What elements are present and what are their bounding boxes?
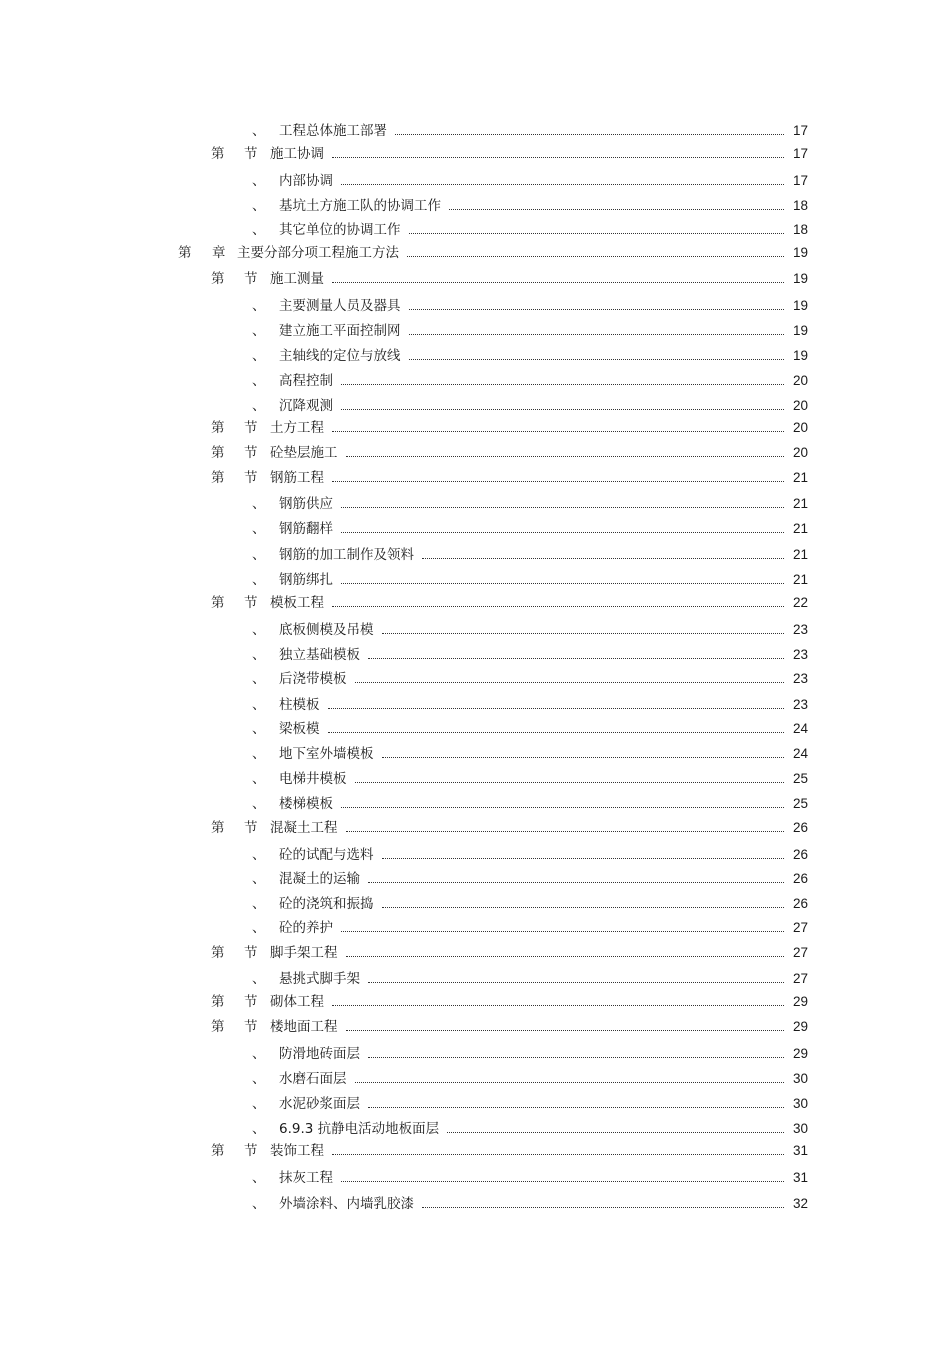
toc-entry-number [252,645,266,665]
toc-entry-prefix-b: 节 [244,1019,258,1035]
toc-entry-number [252,918,266,938]
toc-entry-prefix: 、 [252,496,266,512]
toc-entry-number [211,1017,258,1037]
toc-page-number: 19 [792,323,808,338]
toc-entry-number [211,593,258,613]
toc-entry-number [252,1094,266,1114]
toc-entry-prefix: 、 [252,896,266,912]
toc-entry-title[interactable]: 楼地面工程 [270,1019,338,1035]
toc-entry-title[interactable]: 独立基础模板 [279,647,360,663]
toc-leader-dots [382,894,784,908]
toc-entry-prefix: 、 [252,373,266,389]
toc-entry[interactable] [0,121,950,141]
toc-entry-title[interactable]: 砼垫层施工 [270,445,338,461]
toc-page-number: 32 [792,1196,808,1211]
toc-entry-number [252,894,266,914]
toc-page-number: 26 [792,896,808,911]
toc-entry[interactable] [0,443,950,463]
toc-entry-number [252,669,266,689]
toc-entry-prefix-b: 节 [244,146,258,162]
toc-page-number: 27 [792,971,808,986]
toc-entry-number [252,545,266,565]
toc-entry-number [252,719,266,739]
toc-leader-dots [409,296,784,310]
toc-entry[interactable] [0,570,950,590]
toc-leader-dots [409,346,784,360]
toc-leader-dots [368,645,784,659]
toc-entry-title[interactable]: 钢筋的加工制作及领料 [279,547,414,563]
toc-entry-title[interactable]: 其它单位的协调工作 [279,222,401,238]
toc-entry-prefix-b: 节 [244,994,258,1010]
toc-entry-number [252,794,266,814]
toc-entry[interactable] [0,744,950,764]
toc-entry-title[interactable]: 地下室外墙模板 [279,746,374,762]
toc-entry[interactable] [0,1017,950,1037]
toc-leader-dots [346,1017,784,1031]
toc-entry-number [252,695,266,715]
toc-entry-prefix: 、 [252,198,266,214]
toc-entry-prefix: 、 [252,173,266,189]
toc-entry[interactable] [0,171,950,191]
toc-leader-dots [341,570,784,584]
toc-entry-prefix-b: 节 [244,420,258,436]
toc-entry-prefix: 、 [252,323,266,339]
toc-leader-dots [332,144,784,158]
toc-entry[interactable] [0,695,950,715]
toc-entry-title[interactable]: 建立施工平面控制网 [279,323,401,339]
toc-leader-dots [328,695,784,709]
toc-entry-prefix: 、 [252,521,266,537]
toc-page-number: 20 [792,445,808,460]
toc-page-number: 17 [792,173,808,188]
toc-entry-number [252,494,266,514]
toc-entry-prefix: 、 [252,222,266,238]
toc-entry[interactable] [0,396,950,416]
toc-entry[interactable] [0,1194,950,1214]
toc-leader-dots [332,269,784,283]
toc-entry-prefix: 、 [252,971,266,987]
toc-entry-number [211,992,258,1012]
toc-entry-number [211,468,258,488]
toc-entry[interactable] [0,468,950,488]
toc-page-number: 22 [792,595,808,610]
toc-entry-prefix: 、 [252,1170,266,1186]
toc-entry-prefix: 、 [252,721,266,737]
toc-entry-prefix-a: 第 [178,245,192,261]
toc-leader-dots [368,869,784,883]
toc-entry-prefix: 、 [252,123,266,139]
toc-page-number: 20 [792,420,808,435]
toc-leader-dots [407,243,784,257]
toc-page-number: 29 [792,1019,808,1034]
toc-entry-title[interactable]: 工程总体施工部署 [279,123,387,139]
toc-entry-prefix: 、 [252,298,266,314]
toc-entry-prefix-a: 第 [211,271,225,287]
toc-entry-number [252,519,266,539]
toc-entry-prefix-b: 节 [244,271,258,287]
toc-leader-dots [422,1194,784,1208]
toc-entry-prefix: 、 [252,398,266,414]
toc-entry-prefix: 、 [252,746,266,762]
toc-entry-number [252,1119,266,1139]
toc-page-number: 30 [792,1096,808,1111]
toc-leader-dots [382,744,784,758]
toc-entry-prefix-b: 节 [244,470,258,486]
toc-entry-prefix: 、 [252,671,266,687]
toc-entry-title[interactable]: 施工协调 [270,146,324,162]
toc-entry[interactable] [0,918,950,938]
toc-page-number: 19 [792,348,808,363]
toc-leader-dots [332,418,784,432]
toc-entry-number [211,943,258,963]
toc-entry-title[interactable]: 钢筋工程 [270,470,324,486]
toc-entry-title[interactable]: 外墙涂料、内墙乳胶漆 [279,1196,414,1212]
toc-leader-dots [346,818,784,832]
toc-entry-prefix-a: 第 [211,445,225,461]
toc-page-number: 17 [792,146,808,161]
toc-entry[interactable] [0,243,950,263]
toc-entry-prefix: 、 [252,1071,266,1087]
toc-entry[interactable] [0,269,950,289]
toc-page-number: 19 [792,271,808,286]
toc-entry-title[interactable]: 砼的试配与选料 [279,847,374,863]
toc-leader-dots [341,171,784,185]
toc-entry-prefix: 、 [252,796,266,812]
toc-entry[interactable] [0,1141,950,1161]
toc-entry-prefix-b: 章 [212,245,226,261]
toc-entry-number [252,171,266,191]
toc-entry[interactable] [0,494,950,514]
toc-entry-title[interactable]: 钢筋供应 [279,496,333,512]
toc-page-number: 23 [792,697,808,712]
toc-page-number: 18 [792,222,808,237]
toc-page-number: 19 [792,245,808,260]
toc-entry[interactable] [0,1168,950,1188]
toc-entry-number [252,969,266,989]
toc-leader-dots [346,943,784,957]
toc-page-number: 25 [792,796,808,811]
toc-entry-prefix-a: 第 [211,945,225,961]
toc-entry[interactable] [0,321,950,341]
toc-page-number: 26 [792,820,808,835]
toc-entry-title[interactable]: 电梯井模板 [279,771,347,787]
toc-entry-number [178,243,226,263]
toc-entry-prefix: 、 [252,1046,266,1062]
toc-entry-title[interactable]: 主要分部分项工程施工方法 [237,245,399,261]
toc-entry-prefix: 、 [252,771,266,787]
toc-entry-number [211,818,258,838]
toc-entry[interactable] [0,1044,950,1064]
toc-entry-title[interactable]: 装饰工程 [270,1143,324,1159]
toc-entry[interactable] [0,943,950,963]
toc-entry[interactable] [0,346,950,366]
toc-page-number: 19 [792,298,808,313]
toc-page-number: 29 [792,1046,808,1061]
toc-entry[interactable] [0,818,950,838]
toc-entry-prefix: 、 [252,622,266,638]
toc-entry[interactable] [0,845,950,865]
toc-entry-title[interactable]: 底板侧模及吊模 [279,622,374,638]
toc-page-number: 24 [792,721,808,736]
toc-entry-prefix: 、 [252,1196,266,1212]
toc-entry[interactable] [0,719,950,739]
toc-leader-dots [332,593,784,607]
toc-entry-number [252,220,266,240]
toc-entry-prefix: 、 [252,1096,266,1112]
toc-entry-title[interactable]: 抹灰工程 [279,1170,333,1186]
toc-entry-prefix-b: 节 [244,945,258,961]
toc-entry-prefix-b: 节 [244,1143,258,1159]
toc-leader-dots [332,1141,784,1155]
toc-entry-number [252,371,266,391]
toc-entry-prefix: 、 [252,847,266,863]
toc-leader-dots [449,196,784,210]
toc-leader-dots [409,321,784,335]
toc-entry-title[interactable]: 防滑地砖面层 [279,1046,360,1062]
toc-page-number: 20 [792,398,808,413]
toc-entry[interactable] [0,869,950,889]
toc-entry-prefix-a: 第 [211,146,225,162]
toc-leader-dots [368,969,784,983]
toc-entry-title[interactable]: 楼梯模板 [279,796,333,812]
toc-page-number: 23 [792,622,808,637]
toc-entry-number [252,769,266,789]
toc-entry[interactable] [0,1094,950,1114]
toc-entry[interactable] [0,196,950,216]
toc-entry-title[interactable]: 砼的养护 [279,920,333,936]
toc-entry[interactable] [0,669,950,689]
toc-page-number: 21 [792,470,808,485]
toc-leader-dots [355,1069,784,1083]
toc-leader-dots [341,1168,784,1182]
toc-leader-dots [346,443,784,457]
toc-entry-number [252,1168,266,1188]
toc-entry[interactable] [0,794,950,814]
toc-entry[interactable] [0,519,950,539]
toc-entry-title[interactable]: 沉降观测 [279,398,333,414]
toc-entry-prefix-a: 第 [211,470,225,486]
toc-entry-number [252,1194,266,1214]
toc-entry-prefix: 、 [252,1121,266,1137]
toc-entry-prefix: 、 [252,647,266,663]
toc-entry-number [252,396,266,416]
toc-entry-number [211,269,258,289]
toc-entry[interactable] [0,992,950,1012]
toc-entry-title[interactable]: 6.9.3 抗静电活动地板面层 [279,1121,440,1137]
toc-entry-title[interactable]: 柱模板 [279,697,320,713]
toc-leader-dots [341,918,784,932]
toc-entry[interactable] [0,296,950,316]
toc-entry-number [211,144,258,164]
toc-entry-title[interactable]: 主轴线的定位与放线 [279,348,401,364]
toc-entry-prefix: 、 [252,348,266,364]
toc-entry-title[interactable]: 水泥砂浆面层 [279,1096,360,1112]
toc-leader-dots [447,1119,784,1133]
toc-entry-title[interactable]: 后浇带模板 [279,671,347,687]
toc-leader-dots [355,769,784,783]
toc-entry-prefix-a: 第 [211,1019,225,1035]
toc-entry-title[interactable]: 基坑土方施工队的协调工作 [279,198,441,214]
toc-entry-title[interactable]: 钢筋绑扎 [279,572,333,588]
toc-entry-title[interactable]: 混凝土的运输 [279,871,360,887]
toc-leader-dots [328,719,784,733]
toc-leader-dots [341,371,784,385]
toc-entry-number [211,1141,258,1161]
toc-entry[interactable] [0,1069,950,1089]
toc-page-number: 20 [792,373,808,388]
toc-entry-prefix-a: 第 [211,420,225,436]
toc-entry-prefix-a: 第 [211,820,225,836]
toc-entry-title[interactable]: 模板工程 [270,595,324,611]
toc-entry[interactable] [0,620,950,640]
toc-leader-dots [368,1094,784,1108]
toc-page-number: 18 [792,198,808,213]
toc-entry-prefix-a: 第 [211,595,225,611]
toc-entry-number [252,1069,266,1089]
toc-leader-dots [355,669,784,683]
toc-entry[interactable] [0,894,950,914]
toc-leader-dots [341,494,784,508]
toc-page-number: 31 [792,1170,808,1185]
toc-leader-dots [395,121,784,135]
toc-entry-title[interactable]: 内部协调 [279,173,333,189]
toc-entry[interactable] [0,593,950,613]
toc-entry-number [252,845,266,865]
toc-entry-number [252,570,266,590]
toc-page-number: 21 [792,521,808,536]
toc-entry[interactable] [0,769,950,789]
toc-page-number: 30 [792,1071,808,1086]
toc-entry-number [252,620,266,640]
toc-page-number: 23 [792,671,808,686]
toc-entry[interactable] [0,1119,950,1139]
toc-leader-dots [332,992,784,1006]
toc-page-number: 31 [792,1143,808,1158]
toc-entry-prefix: 、 [252,547,266,563]
toc-entry-number [252,196,266,216]
toc-page-number: 24 [792,746,808,761]
toc-entry-number [252,121,266,141]
toc-entry-title[interactable]: 水磨石面层 [279,1071,347,1087]
toc-entry-number [211,443,258,463]
toc-entry-title[interactable]: 主要测量人员及器具 [279,298,401,314]
toc-page-number: 30 [792,1121,808,1136]
toc-entry-prefix-a: 第 [211,994,225,1010]
toc-leader-dots [341,519,784,533]
toc-entry[interactable] [0,220,950,240]
toc-entry-number [252,1044,266,1064]
toc-leader-dots [368,1044,784,1058]
toc-page-number: 26 [792,847,808,862]
toc-leader-dots [341,794,784,808]
toc-entry[interactable] [0,371,950,391]
toc-entry[interactable] [0,969,950,989]
toc-page-number: 21 [792,572,808,587]
toc-leader-dots [422,545,784,559]
toc-entry-prefix-b: 节 [244,445,258,461]
toc-entry-number [252,346,266,366]
toc-entry[interactable] [0,545,950,565]
toc-entry-title[interactable]: 砌体工程 [270,994,324,1010]
toc-leader-dots [409,220,784,234]
toc-page-number: 17 [792,123,808,138]
toc-entry-prefix: 、 [252,572,266,588]
toc-entry-prefix-b: 节 [244,820,258,836]
toc-entry[interactable] [0,645,950,665]
toc-entry-prefix: 、 [252,871,266,887]
toc-page-number: 27 [792,945,808,960]
toc-entry-title[interactable]: 高程控制 [279,373,333,389]
toc-entry-title[interactable]: 悬挑式脚手架 [279,971,360,987]
toc-entry-prefix: 、 [252,920,266,936]
toc-entry-prefix: 、 [252,697,266,713]
toc-entry-number [252,869,266,889]
toc-leader-dots [332,468,784,482]
toc-entry-title[interactable]: 脚手架工程 [270,945,338,961]
toc-page-number: 29 [792,994,808,1009]
toc-entry[interactable] [0,418,950,438]
toc-entry-number [211,418,258,438]
toc-page-number: 26 [792,871,808,886]
toc-leader-dots [382,620,784,634]
toc-entry-title[interactable]: 梁板模 [279,721,320,737]
toc-entry-number [252,744,266,764]
toc-entry-title[interactable]: 钢筋翻样 [279,521,333,537]
toc-entry-prefix-a: 第 [211,1143,225,1159]
toc-page-number: 21 [792,547,808,562]
toc-entry[interactable] [0,144,950,164]
toc-entry-number [252,321,266,341]
toc-entry-title[interactable]: 施工测量 [270,271,324,287]
toc-entry-title[interactable]: 土方工程 [270,420,324,436]
toc-page-number: 27 [792,920,808,935]
toc-page-number: 25 [792,771,808,786]
toc-leader-dots [382,845,784,859]
toc-page-number: 21 [792,496,808,511]
toc-page-number: 23 [792,647,808,662]
toc-entry-title[interactable]: 砼的浇筑和振捣 [279,896,374,912]
toc-entry-number [252,296,266,316]
toc-leader-dots [341,396,784,410]
toc-entry-prefix-b: 节 [244,595,258,611]
toc-entry-title[interactable]: 混凝土工程 [270,820,338,836]
